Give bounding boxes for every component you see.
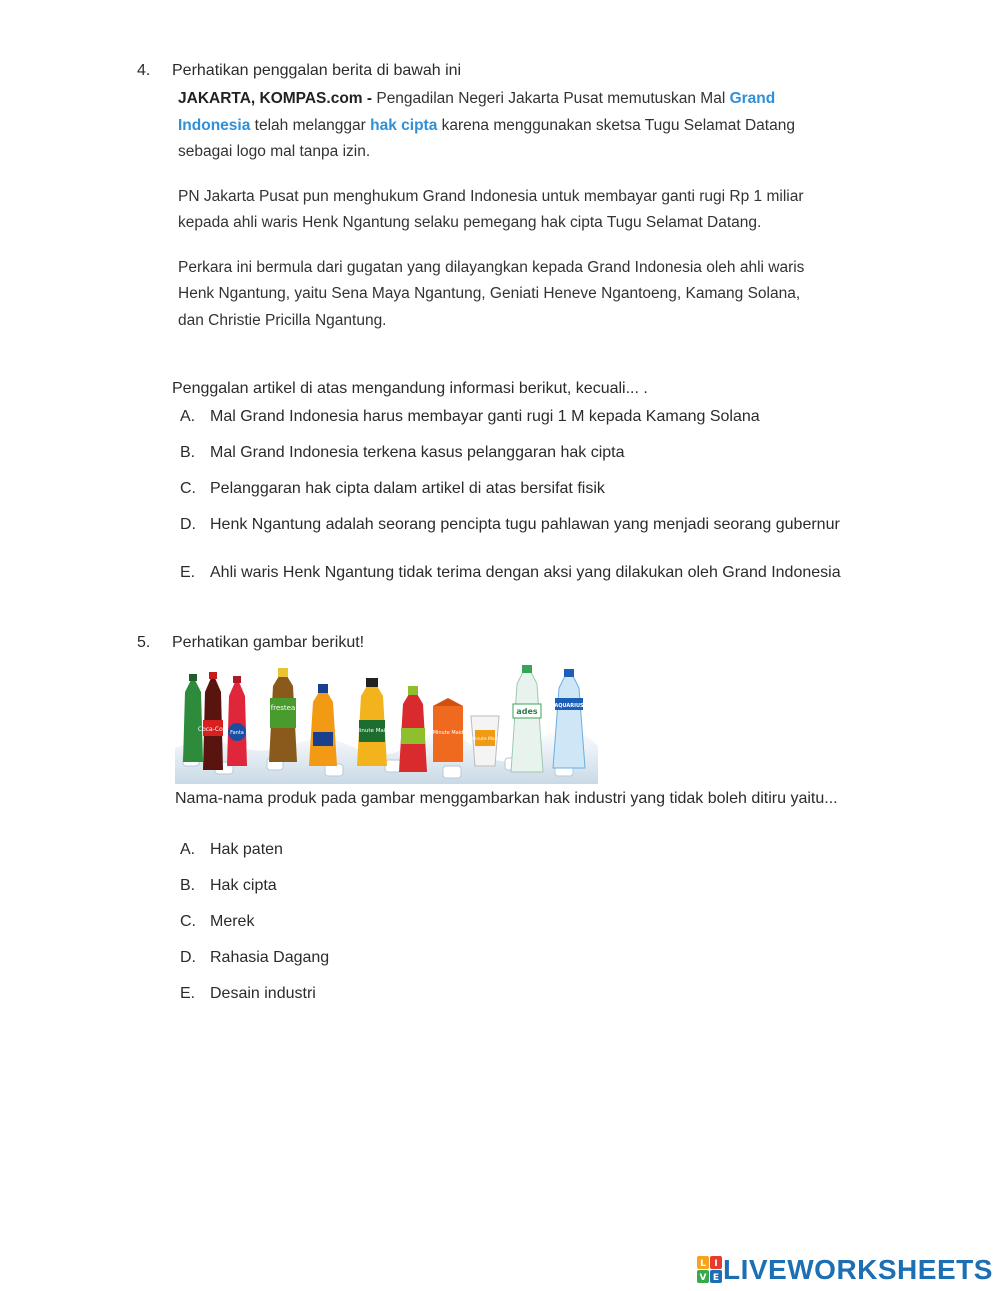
- svg-text:L: L: [700, 1259, 706, 1269]
- article-source: JAKARTA, KOMPAS.com -: [178, 90, 373, 107]
- juice-cup: [471, 716, 499, 766]
- q4-option-e[interactable]: E. Ahli waris Henk Ngantung tidak terima dengan aksi yang dilakukan oleh Grand Indonesia: [180, 564, 841, 581]
- q5-option-e[interactable]: E. Desain industri: [180, 985, 316, 1002]
- article-paragraph-2: PN Jakarta Pusat pun menghukum Grand Indonesia untuk membayar ganti rugi Rp 1 miliar kepada ahli waris Henk Ngantung selaku pemegang hak cipta Tugu Selamat Datang.: [178, 187, 804, 231]
- article-link-grand-indonesia[interactable]: Grand Indonesia: [178, 90, 776, 134]
- juice-carton: [433, 698, 464, 762]
- q5-option-b[interactable]: B. Hak cipta: [180, 877, 277, 894]
- minute-maid-label-3: Minute Maid: [471, 737, 499, 742]
- article-link-hak-cipta[interactable]: hak cipta: [370, 116, 438, 134]
- svg-text:V: V: [699, 1273, 707, 1283]
- question-5-number: 5.: [137, 634, 151, 651]
- q5-option-c[interactable]: C. Merek: [180, 913, 255, 930]
- question-4-text: Penggalan artikel di atas mengandung informasi berikut, kecuali... .: [172, 380, 648, 397]
- question-5-prompt: Perhatikan gambar berikut!: [172, 634, 365, 651]
- svg-text:I: I: [714, 1259, 718, 1269]
- minute-maid-label-2: Minute Maid: [432, 730, 464, 736]
- article-paragraph-3: Perkara ini bermula dari gugatan yang dilayangkan kepada Grand Indonesia oleh ahli waris Henk Ngantung, yaitu Sena Maya Ngantung, Geniati Heneve Ngantoeng, Kamang Solana, dan Christie Pricilla Ngantung.: [178, 258, 805, 329]
- q4-option-d[interactable]: D. Henk Ngantung adalah seorang pencipta tugu pahlawan yang menjadi seorang gubernur: [180, 516, 840, 533]
- q4-option-a[interactable]: A. Mal Grand Indonesia harus membayar ganti rugi 1 M kepada Kamang Solana: [180, 408, 760, 425]
- article-paragraph-1: JAKARTA, KOMPAS.com - Pengadilan Negeri Jakarta Pusat memutuskan Mal Grand Indonesia telah melanggar hak cipta karena menggunakan sketsa Tugu Selamat Datang sebagai logo mal tanpa izin.: [178, 90, 795, 160]
- news-excerpt: [178, 86, 818, 352]
- q5-option-d[interactable]: D. Rahasia Dagang: [180, 949, 330, 966]
- fanta-label: Fanta: [230, 730, 244, 736]
- question-5-text: Nama-nama produk pada gambar menggambarkan hak industri yang tidak boleh ditiru yaitu...: [175, 790, 838, 807]
- svg-text:E: E: [712, 1273, 720, 1283]
- q4-option-b[interactable]: B. Mal Grand Indonesia terkena kasus pelanggaran hak cipta: [180, 444, 625, 461]
- question-4-number: 4.: [137, 62, 151, 79]
- minute-maid-label-1: Minute Maid: [355, 728, 389, 734]
- beverage-products-image: [175, 662, 598, 784]
- q5-option-a[interactable]: A. Hak paten: [180, 841, 283, 858]
- liveworksheets-wordmark: LIVEWORKSHEETS: [723, 1254, 993, 1285]
- frestea-label: frestea: [270, 704, 296, 712]
- aquarius-label: AQUARIUS: [554, 703, 584, 709]
- coca-cola-label: Coca-Cola: [197, 726, 229, 733]
- question-4-prompt: Perhatikan penggalan berita di bawah ini: [172, 62, 462, 79]
- liveworksheets-cube-icon: [697, 1256, 723, 1284]
- q4-option-c[interactable]: C. Pelanggaran hak cipta dalam artikel di atas bersifat fisik: [180, 480, 605, 497]
- liveworksheets-logo[interactable]: [697, 1255, 993, 1285]
- ades-label: ades: [516, 707, 538, 716]
